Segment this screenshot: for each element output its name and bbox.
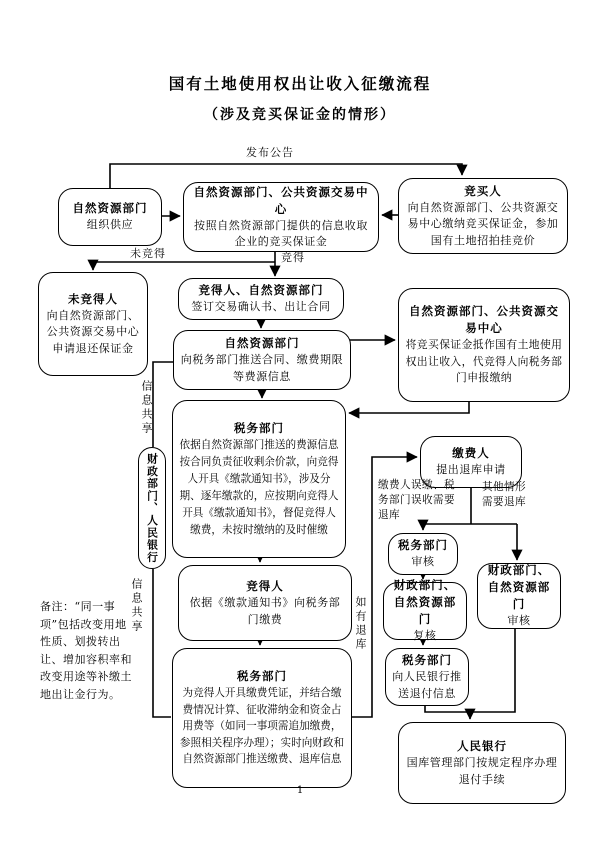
node-body: 依据《缴款通知书》向税务部门缴费 xyxy=(189,596,341,626)
node-body: 审核 xyxy=(507,614,531,628)
node-body: 复核 xyxy=(413,629,437,643)
node-title: 税务部门 xyxy=(237,669,287,684)
flow-node-natural-resources-supply xyxy=(58,188,162,246)
node-title: 自然资源部门、公共资源交易中心 xyxy=(409,304,559,336)
node-body: 组织供应 xyxy=(86,218,134,232)
page-subtitle: （涉及竞买保证金的情形） xyxy=(204,107,396,123)
node-title: 竞得人 xyxy=(246,579,284,593)
flow-node-peoples-bank xyxy=(398,722,566,804)
page-number: 1 xyxy=(296,785,304,796)
node-body: 将竞买保证金抵作国有土地使用权出让收入，代竞得人向税务部门申报缴纳 xyxy=(405,338,563,385)
node-body: 向人民银行推送退付信息 xyxy=(392,670,462,700)
edge-label-if-refund: 如有退库 xyxy=(354,596,367,652)
node-title: 税务部门 xyxy=(398,538,448,553)
node-title: 财政部门、人民银行 xyxy=(146,452,159,564)
flow-node-tax-push-refund xyxy=(385,648,469,706)
flow-node-finance-review xyxy=(477,563,561,629)
node-body: 提出退库申请 xyxy=(436,463,506,477)
node-title: 竞得人、自然资源部门 xyxy=(198,283,324,298)
edge-label-not-won: 未竞得 xyxy=(130,247,166,260)
node-body: 依据自然资源部门推送的费源信息按合同负责征收剩余价款，向竞得人开具《缴款通知书》，涉及分期、逐年缴款的，应按期向竞得人开具《缴款通知书》，督促竞得人缴费，未按时缴纳的及时催缴 xyxy=(179,438,339,536)
edge-info-share-bottom xyxy=(153,569,171,717)
node-body: 向税务部门推送合同、缴费期限等费源信息 xyxy=(180,353,344,383)
node-title: 财政部门、自然资源部门 xyxy=(393,578,457,627)
flow-node-tax-review xyxy=(388,533,458,575)
node-body: 向自然资源部门、公共资源交易中心缴纳竞买保证金，参加国有土地招拍挂竞价 xyxy=(407,200,559,247)
node-body: 按照自然资源部门提供的信息收取企业的竞买保证金 xyxy=(194,218,368,248)
flow-node-losing-bidder xyxy=(38,272,148,376)
node-title: 未竞得人 xyxy=(68,291,118,306)
node-title: 竞买人 xyxy=(464,183,502,198)
page-title: 国有土地使用权出让收入征缴流程 xyxy=(168,74,432,93)
flow-node-finance-bank xyxy=(138,447,166,569)
flow-node-tax-receipt xyxy=(172,648,352,788)
edge-offset-to-tax xyxy=(349,402,469,413)
node-title: 人民银行 xyxy=(457,739,507,753)
edge-label-mispaid-refund: 缴费人误缴、税务部门误收需要退库 xyxy=(378,479,455,521)
node-title: 自然资源部门 xyxy=(224,336,300,350)
edge-label-info-share-top: 信息共享 xyxy=(140,380,153,436)
node-body: 审核 xyxy=(411,555,435,569)
flow-node-winner-pay xyxy=(178,565,352,641)
edge-label-publish: 发布公告 xyxy=(246,146,294,159)
flow-node-collect-deposit xyxy=(183,182,379,252)
edge-label-info-share-bottom: 信息共享 xyxy=(130,578,143,634)
node-body: 向自然资源部门、公共资源交易中心申请退还保证金 xyxy=(46,308,140,355)
node-title: 自然资源部门、公共资源交易中心 xyxy=(193,184,369,216)
node-body: 为竞得人开具缴费凭证，并结合缴费情况计算、征收滞纳金和资金占用费等（如同一事项需追加缴费，参照相关程序办理）；实时向财政和自然资源部门推送缴费、退库信息 xyxy=(179,687,345,766)
flow-node-tax-collect xyxy=(172,400,346,558)
edge-label-won: 竞得 xyxy=(281,251,305,264)
edge-info-share-top xyxy=(153,362,173,447)
flow-node-finance-recheck xyxy=(383,578,467,643)
node-title: 税务部门 xyxy=(402,653,452,667)
flow-node-sign-contract xyxy=(178,278,344,320)
node-title: 自然资源部门 xyxy=(72,201,148,216)
node-title: 财政部门、自然资源部门 xyxy=(487,563,551,612)
flow-node-bidder xyxy=(398,178,568,254)
node-body: 签订交易确认书、出让合同 xyxy=(191,300,331,314)
node-title: 缴费人 xyxy=(452,446,490,461)
flow-node-push-fee-info xyxy=(173,330,351,390)
flow-node-deposit-offset xyxy=(398,288,570,402)
node-title: 税务部门 xyxy=(234,420,284,435)
edge-label-other-refund: 其他情形需要退库 xyxy=(482,481,526,508)
footnote: 备注：“同一事项”包括改变用地性质、划拨转出让、增加容积率和改变用途等补缴土地出让金行为。 xyxy=(40,600,132,701)
node-body: 国库管理部门按规定程序办理退付手续 xyxy=(406,756,558,786)
